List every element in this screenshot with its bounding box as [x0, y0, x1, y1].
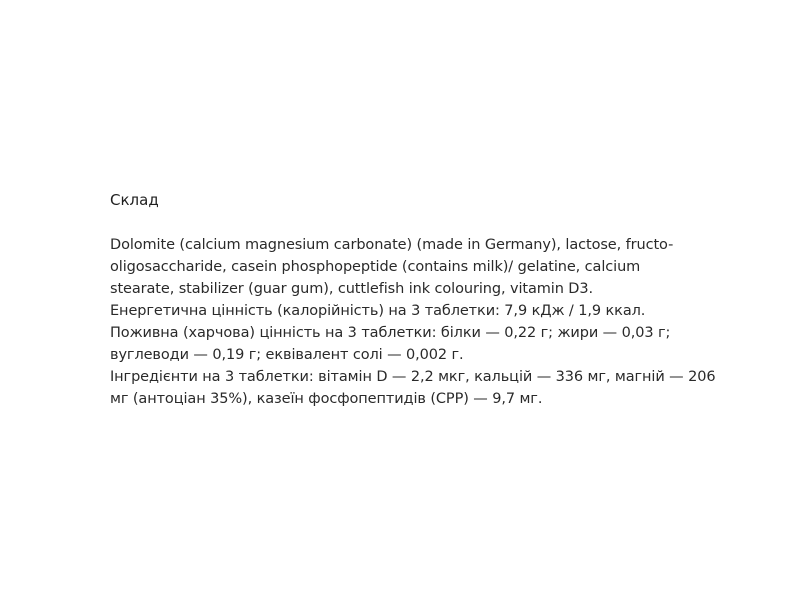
ingredients-line: мг (антоціан 35%), казеїн фосфопептидів (CPP) — 9,7 мг. — [110, 391, 543, 407]
nutrition-value-line: Поживна (харчова) цінність на 3 таблетки: білки — 0,22 г; жири — 0,03 г; — [110, 325, 671, 341]
composition-section — [110, 189, 716, 410]
ingredients-line: Інгредієнти на 3 таблетки: вітамін D — 2,2 мкг, кальцій — 336 мг, магній — 206 — [110, 369, 716, 385]
composition-line: oligosaccharide, casein phosphopeptide (contains milk)/ gelatine, calcium — [110, 259, 641, 275]
energy-value-line: Енергетична цінність (калорійність) на 3 таблетки: 7,9 кДж / 1,9 ккал. — [110, 303, 646, 319]
composition-line: stearate, stabilizer (guar gum), cuttlefish ink colouring, vitamin D3. — [110, 281, 593, 297]
composition-heading: Склад — [110, 191, 159, 209]
composition-text — [110, 234, 716, 410]
nutrition-value-line: вуглеводи — 0,19 г; еквівалент солі — 0,002 г. — [110, 347, 464, 363]
composition-line: Dolomite (calcium magnesium carbonate) (made in Germany), lactose, fructo- — [110, 237, 674, 253]
